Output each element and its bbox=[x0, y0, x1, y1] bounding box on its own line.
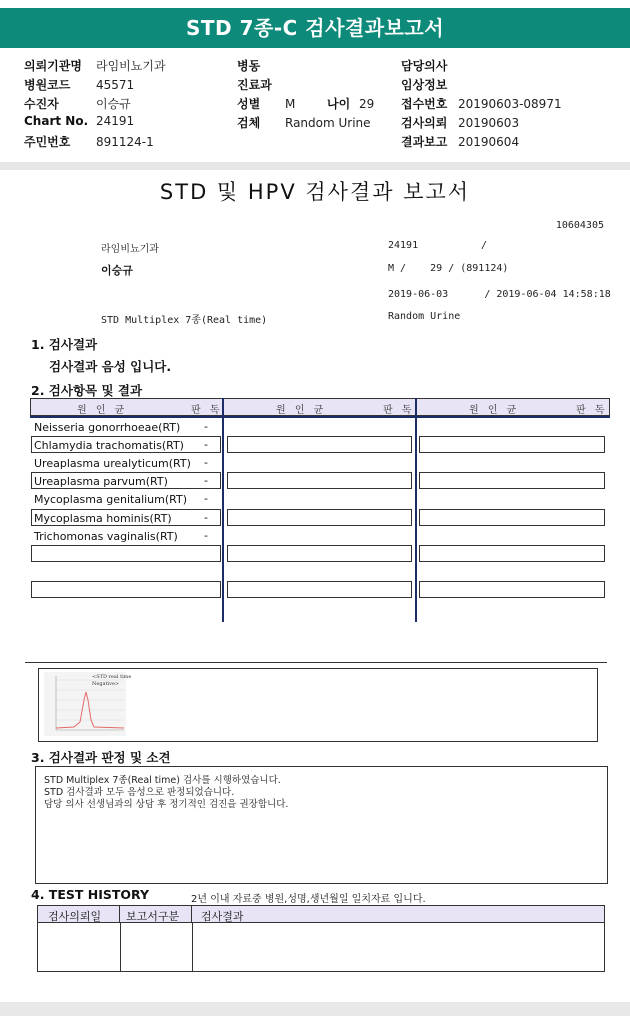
history-col-result: 검사결과 bbox=[201, 910, 244, 923]
info-value: 20190603 bbox=[458, 116, 520, 130]
header-info-right bbox=[401, 57, 621, 152]
report-dates: 2019-06-03 / 2019-06-04 14:58:18 bbox=[388, 289, 611, 300]
result-row-box bbox=[227, 436, 412, 453]
info-label: 병원코드 bbox=[24, 78, 71, 92]
results-table-header bbox=[30, 398, 610, 416]
history-table-header bbox=[37, 905, 605, 923]
result-item-judgement: - bbox=[204, 492, 208, 505]
info-label: 담당의사 bbox=[401, 59, 448, 73]
info-label: 의뢰기관명 bbox=[24, 59, 82, 73]
report-test-name: STD Multiplex 7종(Real time) bbox=[101, 315, 268, 326]
result-row-box bbox=[227, 581, 412, 598]
dept-label: 진료과 bbox=[237, 78, 272, 92]
result-item-judgement: - bbox=[204, 438, 208, 451]
specimen-value: Random Urine bbox=[285, 116, 371, 130]
history-col-date: 검사의뢰일 bbox=[48, 910, 102, 923]
sex-label: 성별 bbox=[237, 97, 261, 111]
info-value: 라임비뇨기과 bbox=[96, 59, 166, 73]
result-item-judgement: - bbox=[204, 420, 208, 433]
report-title: STD 및 HPV 검사결과 보고서 bbox=[159, 180, 471, 204]
header-info-left bbox=[24, 57, 224, 152]
column-header-judgement: 판 독 bbox=[191, 405, 223, 416]
section3-heading: 3. 검사결과 판정 및 소견 bbox=[31, 750, 171, 765]
opinion-line: STD 검사결과 모두 음성으로 판정되었습니다. bbox=[44, 787, 235, 798]
info-value: 20190603-08971 bbox=[458, 97, 562, 111]
result-row-box bbox=[419, 581, 605, 598]
info-value: 45571 bbox=[96, 78, 135, 92]
info-row bbox=[24, 57, 224, 76]
ward-label: 병동 bbox=[237, 59, 261, 73]
info-label: Chart No. bbox=[24, 114, 89, 128]
result-row-box bbox=[227, 472, 412, 489]
info-label: 수진자 bbox=[24, 97, 59, 111]
info-row bbox=[24, 76, 224, 95]
result-row-box bbox=[31, 581, 221, 598]
report-patient-name: 이승규 bbox=[101, 264, 133, 277]
report-chart-no: 24191 bbox=[388, 240, 419, 251]
history-col-divider bbox=[192, 922, 193, 971]
result-item-name: Neisseria gonorrhoeae(RT) bbox=[34, 421, 181, 434]
result-item-name: Mycoplasma hominis(RT) bbox=[34, 512, 172, 525]
history-note: 2년 이내 자료중 병원,성명,생년월일 일치자료 입니다. bbox=[191, 894, 426, 905]
column-header-pathogen: 원 인 균 bbox=[77, 405, 128, 416]
info-label: 주민번호 bbox=[24, 135, 71, 149]
result-item-name: Ureaplasma urealyticum(RT) bbox=[34, 457, 191, 470]
result-row-box bbox=[227, 545, 412, 562]
info-label: 결과보고 bbox=[401, 135, 448, 149]
opinion-line: STD Multiplex 7종(Real time) 검사를 시행하였습니다. bbox=[44, 775, 281, 786]
document-number: 10604305 bbox=[555, 220, 604, 231]
table-header-rule bbox=[30, 416, 610, 418]
header-info-middle bbox=[237, 57, 397, 133]
result-row-box bbox=[419, 545, 605, 562]
sex-value: M bbox=[285, 97, 296, 111]
specimen-label: 검체 bbox=[237, 116, 261, 130]
report-specimen: Random Urine bbox=[388, 311, 461, 322]
column-header-judgement: 판 독 bbox=[383, 405, 415, 416]
history-table-body bbox=[37, 922, 605, 972]
graph-label-line1: <STD real time bbox=[92, 674, 132, 680]
column-header-judgement: 판 독 bbox=[576, 405, 608, 416]
history-col-divider bbox=[120, 922, 121, 971]
report-sex-age: M / 29 / (891124) bbox=[388, 263, 509, 274]
result-row-box bbox=[419, 509, 605, 526]
info-label: 검사의뢰 bbox=[401, 116, 448, 130]
info-label: 접수번호 bbox=[401, 97, 448, 111]
graph-top-rule bbox=[25, 662, 607, 663]
info-row bbox=[24, 114, 224, 133]
opinion-box bbox=[35, 766, 608, 884]
result-row-box bbox=[419, 472, 605, 489]
info-row bbox=[24, 95, 224, 114]
result-row-box bbox=[419, 436, 605, 453]
column-separator bbox=[415, 398, 417, 622]
age-label: 나이 bbox=[327, 97, 351, 111]
result-item-judgement: - bbox=[204, 511, 208, 524]
history-col-type: 보고서구분 bbox=[126, 910, 180, 923]
section1-result-text: 검사결과 음성 입니다. bbox=[49, 359, 172, 374]
column-header-pathogen: 원 인 균 bbox=[469, 405, 520, 416]
section1-heading: 1. 검사결과 bbox=[31, 337, 98, 352]
graph-label-line2: Negative> bbox=[92, 681, 120, 687]
result-item-name: Chlamydia trachomatis(RT) bbox=[34, 439, 184, 452]
info-row bbox=[24, 133, 224, 152]
page-footer-bar bbox=[0, 1002, 630, 1016]
report-chart-slash: / bbox=[481, 240, 488, 251]
result-item-name: Mycoplasma genitalium(RT) bbox=[34, 493, 188, 506]
info-value: 이승규 bbox=[96, 97, 131, 111]
report-banner-title: STD 7종-C 검사결과보고서 bbox=[0, 8, 630, 48]
result-item-name: Trichomonas vaginalis(RT) bbox=[34, 530, 178, 543]
info-label: 임상정보 bbox=[401, 78, 448, 92]
info-value: 24191 bbox=[96, 114, 135, 128]
column-header-pathogen: 원 인 균 bbox=[276, 405, 327, 416]
info-value: 20190604 bbox=[458, 135, 520, 149]
column-separator bbox=[222, 398, 224, 622]
report-hospital: 라임비뇨기과 bbox=[101, 244, 159, 255]
result-item-name: Ureaplasma parvum(RT) bbox=[34, 475, 168, 488]
result-item-judgement: - bbox=[204, 474, 208, 487]
result-row-box bbox=[31, 545, 221, 562]
age-value: 29 bbox=[359, 97, 375, 111]
history-header-divider bbox=[119, 905, 120, 923]
section-divider bbox=[0, 162, 630, 170]
section4-heading: 4. TEST HISTORY bbox=[31, 887, 150, 902]
section2-heading: 2. 검사항목 및 결과 bbox=[31, 383, 143, 398]
info-value: 891124-1 bbox=[96, 135, 154, 149]
result-row-box bbox=[227, 509, 412, 526]
result-item-judgement: - bbox=[204, 456, 208, 469]
result-item-judgement: - bbox=[204, 529, 208, 542]
history-header-divider bbox=[191, 905, 192, 923]
opinion-line: 담당 의사 선생님과의 상담 후 정기적인 검진을 권장합니다. bbox=[44, 799, 289, 810]
